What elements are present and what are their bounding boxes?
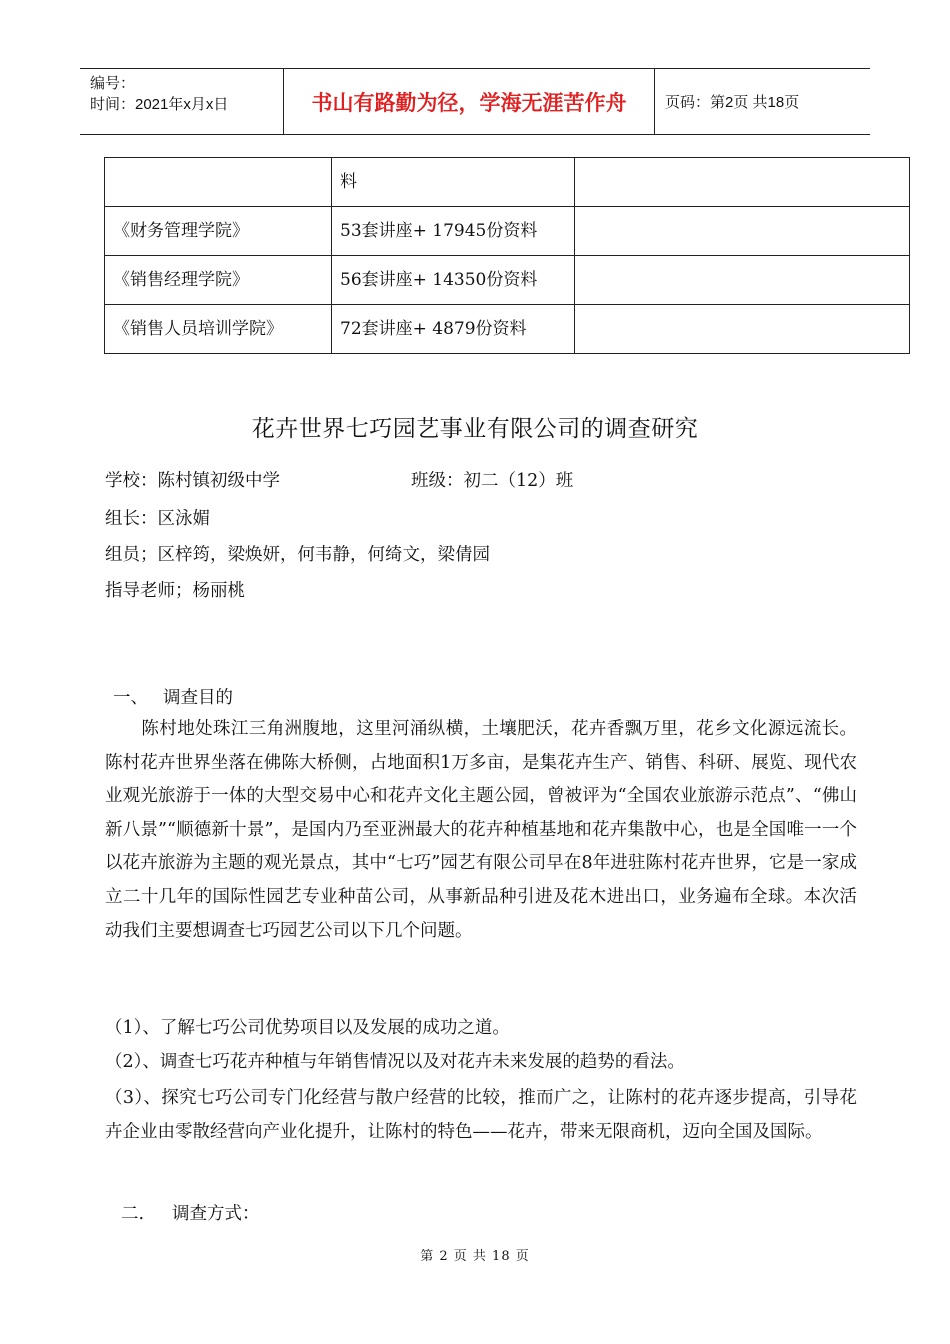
page-footer: 第 2 页 共 18 页	[420, 1249, 530, 1264]
number-label: 编号：	[90, 75, 136, 92]
leader-line: 组长：区泳媚	[105, 509, 210, 529]
school-line: 学校：陈村镇初级中学	[105, 471, 280, 491]
date-label: 时间：2021年x月x日	[90, 96, 229, 113]
table-cell-name: 《财务管理学院》	[105, 207, 332, 256]
table-cell-name	[105, 158, 332, 207]
purpose-item-3: （3）、探究七巧公司专门化经营与散户经营的比较，推而广之，让陈村的花卉逐步提高，引导花卉企业由零散经营向产业化提升，让陈村的特色——花卉，带来无限商机，迈向全国及国际。	[105, 1088, 857, 1142]
purpose-paragraph: 陈村地处珠江三角洲腹地，这里河涌纵横，土壤肥沃，花卉香飘万里，花乡文化源远流长。陈村花卉世界坐落在佛陈大桥侧，占地面积1万多亩，是集花卉生产、销售、科研、展览、现代农业观光旅游于一体的大型交易中心和花卉文化主题公园，曾被评为“全国农业旅游示范点”、“佛山新八景”“顺德新十景”，是国内乃至亚洲最大的花卉种植基地和花卉集散中心，也是全国唯一一个以花卉旅游为主题的观光景点，其中“七巧”园艺有限公司早在8年进驻陈村花卉世界，它是一家成立二十几年的国际性园艺专业种苗公司，从事新品种引进及花木进出口，业务遍布全球。本次活动我们主要想调查七巧园艺公司以下几个问题。	[105, 719, 857, 941]
purpose-item-1: （1）、了解七巧公司优势项目以及发展的成功之道。	[105, 1018, 510, 1038]
section2-heading: 调查方式：	[172, 1204, 260, 1224]
document-title: 花卉世界七巧园艺事业有限公司的调查研究	[251, 416, 699, 442]
section1-heading: 调查目的	[163, 688, 233, 708]
teacher-line: 指导老师；杨丽桃	[105, 581, 245, 601]
table-row	[105, 207, 910, 256]
table-cell-note	[575, 256, 910, 305]
section2-number: 二.	[121, 1204, 145, 1224]
table-row	[105, 305, 910, 354]
table-row	[105, 256, 910, 305]
header-motto: 书山有路勤为径，学海无涯苦作舟	[283, 69, 655, 134]
header-page-info: 页码：第2页 共18页	[665, 94, 800, 111]
header-meta	[80, 69, 283, 134]
page-header	[80, 68, 870, 135]
table-cell-name: 《销售经理学院》	[105, 256, 332, 305]
table-cell-content: 56套讲座+ 14350份资料	[332, 256, 575, 305]
table-cell-content: 72套讲座+ 4879份资料	[332, 305, 575, 354]
table-cell-content: 料	[332, 158, 575, 207]
members-line: 组员；区梓筠，梁焕妍，何韦静，何绮文，梁倩园	[105, 545, 490, 565]
table-cell-note	[575, 158, 910, 207]
table-cell-note	[575, 207, 910, 256]
table-cell-name: 《销售人员培训学院》	[105, 305, 332, 354]
table-cell-note	[575, 305, 910, 354]
table-row	[105, 158, 910, 207]
table-cell-content: 53套讲座+ 17945份资料	[332, 207, 575, 256]
section1-number: 一、	[113, 688, 148, 708]
purpose-item-2: （2）、调查七巧花卉种植与年销售情况以及对花卉未来发展的趋势的看法。	[105, 1052, 685, 1072]
class-line: 班级：初二（12）班	[411, 471, 574, 491]
resource-table	[104, 157, 910, 354]
